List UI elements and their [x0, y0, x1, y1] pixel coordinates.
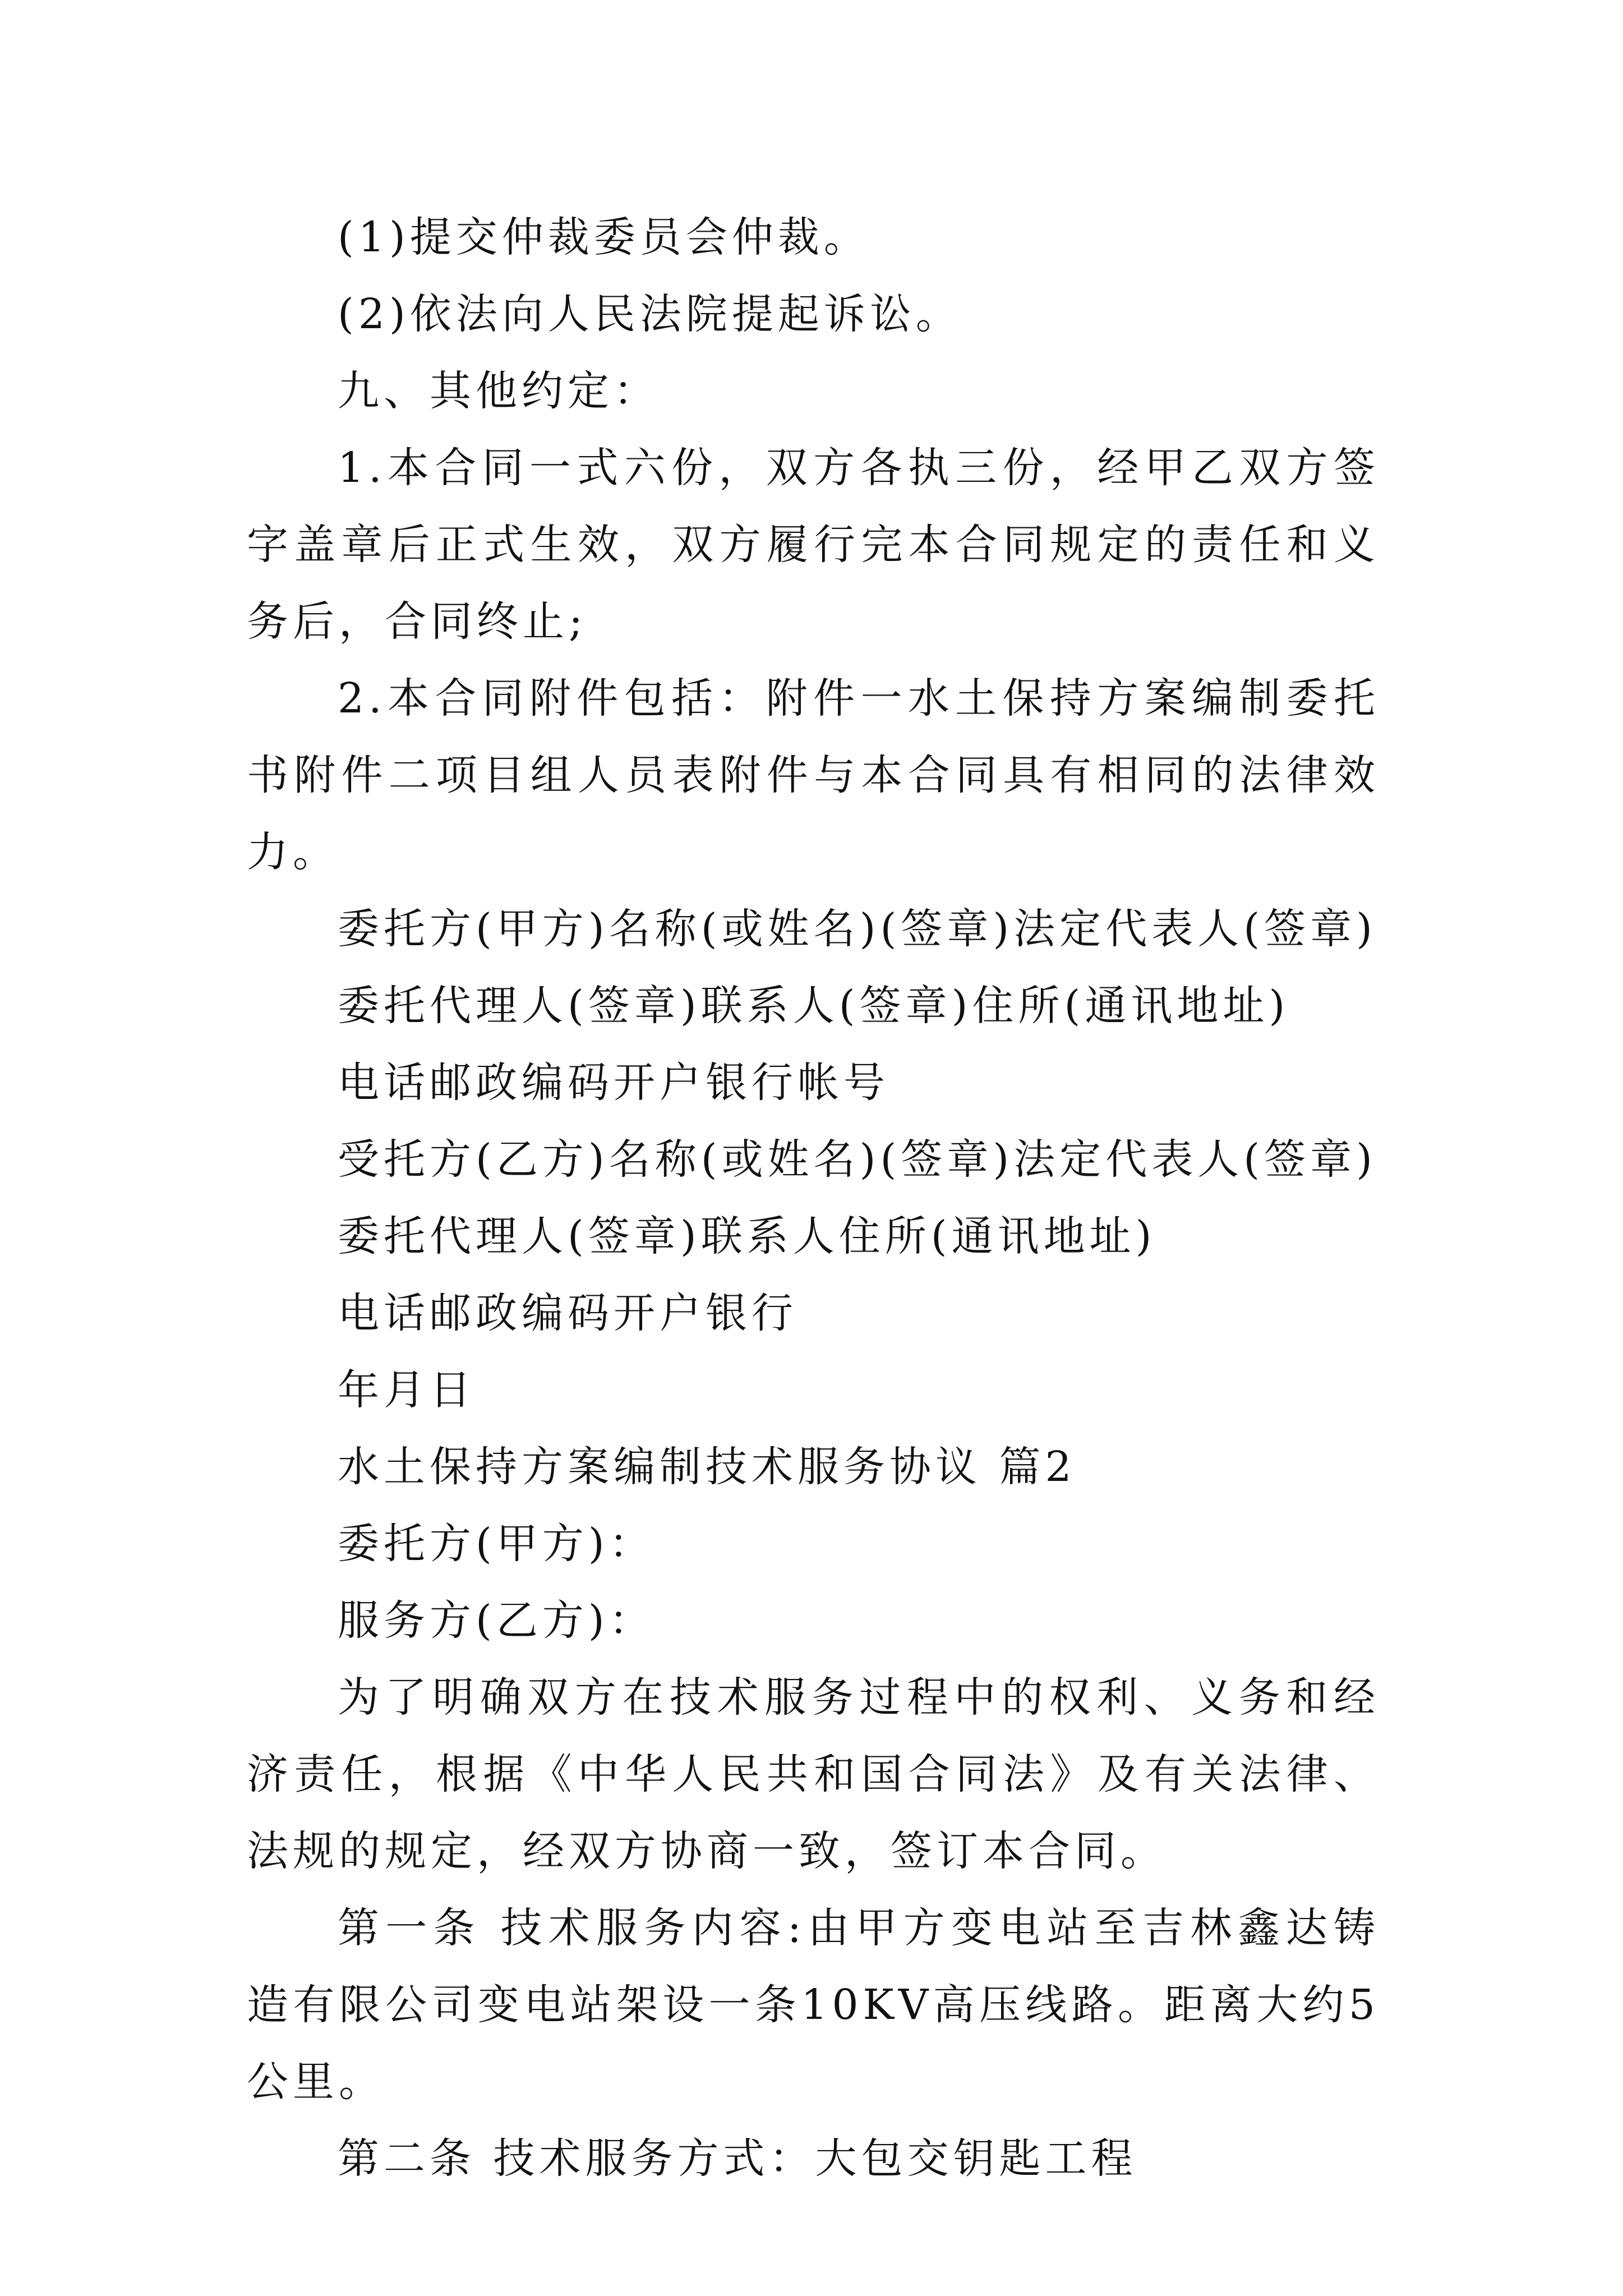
agreement-title: 水土保持方案编制技术服务协议 篇2 [338, 1443, 1076, 1491]
paragraph-litigation: (2)依法向人民法院提起诉讼。 [338, 290, 962, 338]
paragraph-preamble: 为了明确双方在技术服务过程中的权利、义务和经济责任，根据《中华人民共和国合同法》及有关法律、法规的规定，经双方协商一致，签订本合同。 [247, 1673, 1380, 1875]
signature-line-party-b: 受托方(乙方)名称(或姓名)(签章)法定代表人(签章) [338, 1135, 1377, 1184]
paragraph-arbitration: (1)提交仲裁委员会仲裁。 [338, 213, 870, 261]
article-two: 第二条 技术服务方式：大包交钥匙工程 [338, 2134, 1137, 2183]
party-b-label: 服务方(乙方)： [338, 1596, 655, 1645]
date-line: 年月日 [338, 1366, 476, 1414]
paragraph-copies: 1.本合同一式六份，双方各执三份，经甲乙双方签字盖章后正式生效，双方履行完本合同规定的责任和义务后，合同终止; [247, 444, 1380, 646]
document-body [247, 199, 1380, 2197]
section-heading-other-terms: 九、其他约定： [338, 367, 660, 415]
party-a-label: 委托方(甲方)： [338, 1520, 655, 1568]
article-one: 第一条 技术服务内容:由甲方变电站至吉林鑫达铸造有限公司变电站架设一条10KV高压线路。距离大约5公里。 [247, 1904, 1380, 2106]
signature-line-party-a-contact: 电话邮政编码开户银行帐号 [338, 1059, 889, 1107]
signature-line-party-a-agent: 委托代理人(签章)联系人(签章)住所(通讯地址) [338, 982, 1290, 1030]
signature-line-party-b-agent: 委托代理人(签章)联系人住所(通讯地址) [338, 1212, 1156, 1260]
signature-line-party-b-contact: 电话邮政编码开户银行 [338, 1289, 797, 1337]
signature-line-party-a: 委托方(甲方)名称(或姓名)(签章)法定代表人(签章) [338, 905, 1377, 953]
paragraph-attachments: 2.本合同附件包括：附件一水土保持方案编制委托书附件二项目组人员表附件与本合同具有相同的法律效力。 [247, 674, 1380, 876]
